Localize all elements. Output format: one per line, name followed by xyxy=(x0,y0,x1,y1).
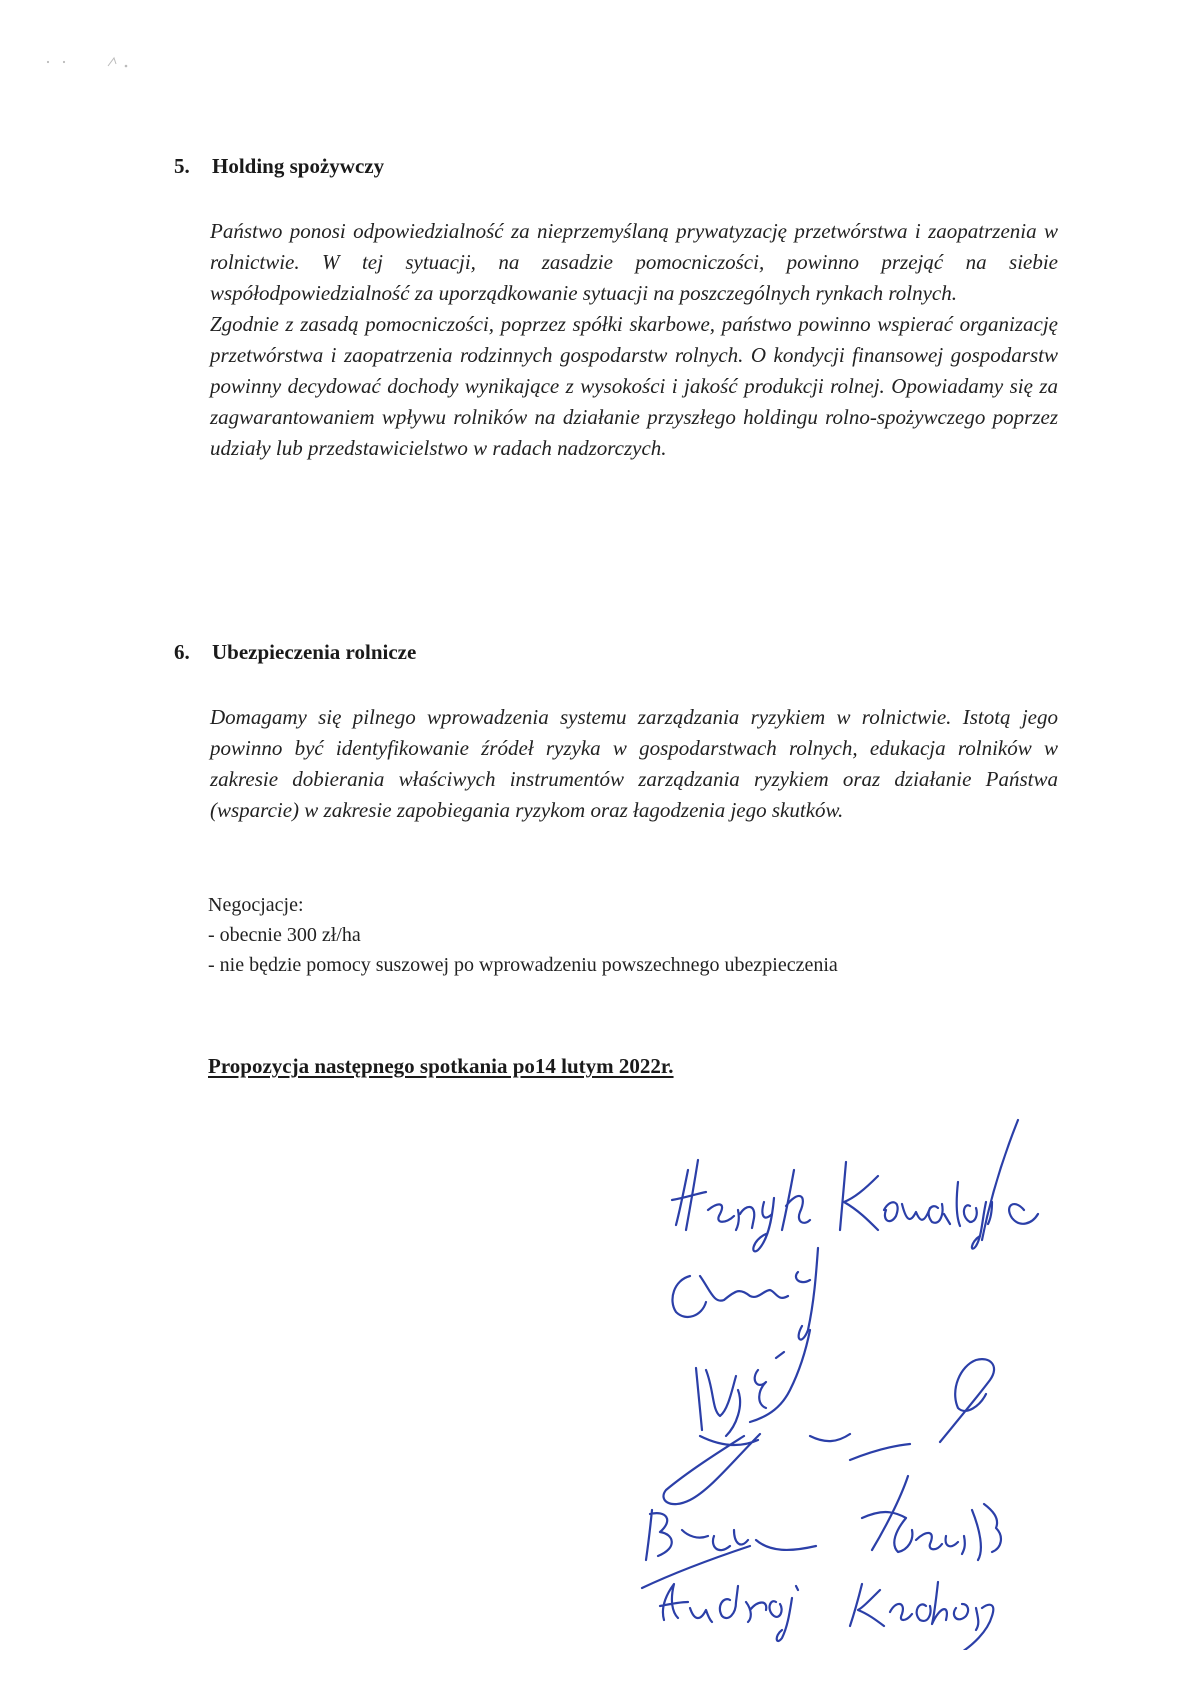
section-title: Ubezpieczenia rolnicze xyxy=(212,640,417,664)
paragraph: Domagamy się pilnego wprowadzenia systemu zarządzania ryzykiem w rolnictwie. Istotą jego powinno być identyfikowanie źródeł ryzyka w gospodarstwach rolnych, edukacja rolników w zakresie dobierania właściwych instrumentów zarządzania ryzykiem oraz działanie Państwa (wsparcie) w zakresie zapobiegania ryzykom oraz łagodzenia jego skutków. xyxy=(210,705,1058,822)
signature-stroke xyxy=(862,1476,1001,1560)
next-meeting-proposal: Propozycja następnego spotkania po14 lutym 2022r. xyxy=(208,1054,674,1078)
signature-stroke xyxy=(663,1359,994,1504)
section-heading xyxy=(174,152,384,180)
signature-stroke xyxy=(672,1248,818,1340)
handwritten-signatures xyxy=(640,1090,1100,1650)
section-number: 5. xyxy=(174,154,190,178)
section-heading xyxy=(174,638,416,666)
signature-stroke xyxy=(642,1510,816,1588)
section-body xyxy=(210,702,1058,826)
section-number: 6. xyxy=(174,640,190,664)
signature-stroke xyxy=(850,1582,993,1650)
section-title: Holding spożywczy xyxy=(212,154,385,178)
signature-stroke xyxy=(840,1120,1038,1249)
signature-stroke xyxy=(672,1160,810,1251)
negotiations-item: - nie będzie pomocy suszowej po wprowadzeniu powszechnego ubezpieczenia xyxy=(208,954,838,976)
paragraph: Zgodnie z zasadą pomocniczości, poprzez spółki skarbowe, państwo powinno wspierać organizację przetwórstwa i zaopatrzenia rodzinnych gospodarstw rolnych. O kondycji finansowej gospodarstw powinny decydować dochody wynikające z wysokości i jakość produkcji rolnej. Opowiadamy się za zagwarantowaniem wpływu rolników na działanie przyszłego holdingu rolno-spożywczego poprzez udziały lub przedstawicielstwo w radach nadzorczych. xyxy=(210,312,1058,460)
negotiations-item: - obecnie 300 zł/ha xyxy=(208,924,361,946)
negotiations-block xyxy=(208,890,838,980)
signature-stroke xyxy=(696,1330,810,1436)
scan-artifact-marks xyxy=(40,48,150,78)
paragraph: Państwo ponosi odpowiedzialność za nieprzemyślaną prywatyzację przetwórstwa i zaopatrzenia w rolnictwie. W tej sytuacji, na zasadzie pomocniczości, powinno przejąć na siebie współodpowiedzialność za uporządkowanie sytuacji na poszczególnych rynkach rolnych. xyxy=(210,219,1058,305)
negotiations-heading: Negocjacje: xyxy=(208,894,304,916)
section-body xyxy=(210,216,1058,464)
signature-stroke xyxy=(660,1584,798,1641)
